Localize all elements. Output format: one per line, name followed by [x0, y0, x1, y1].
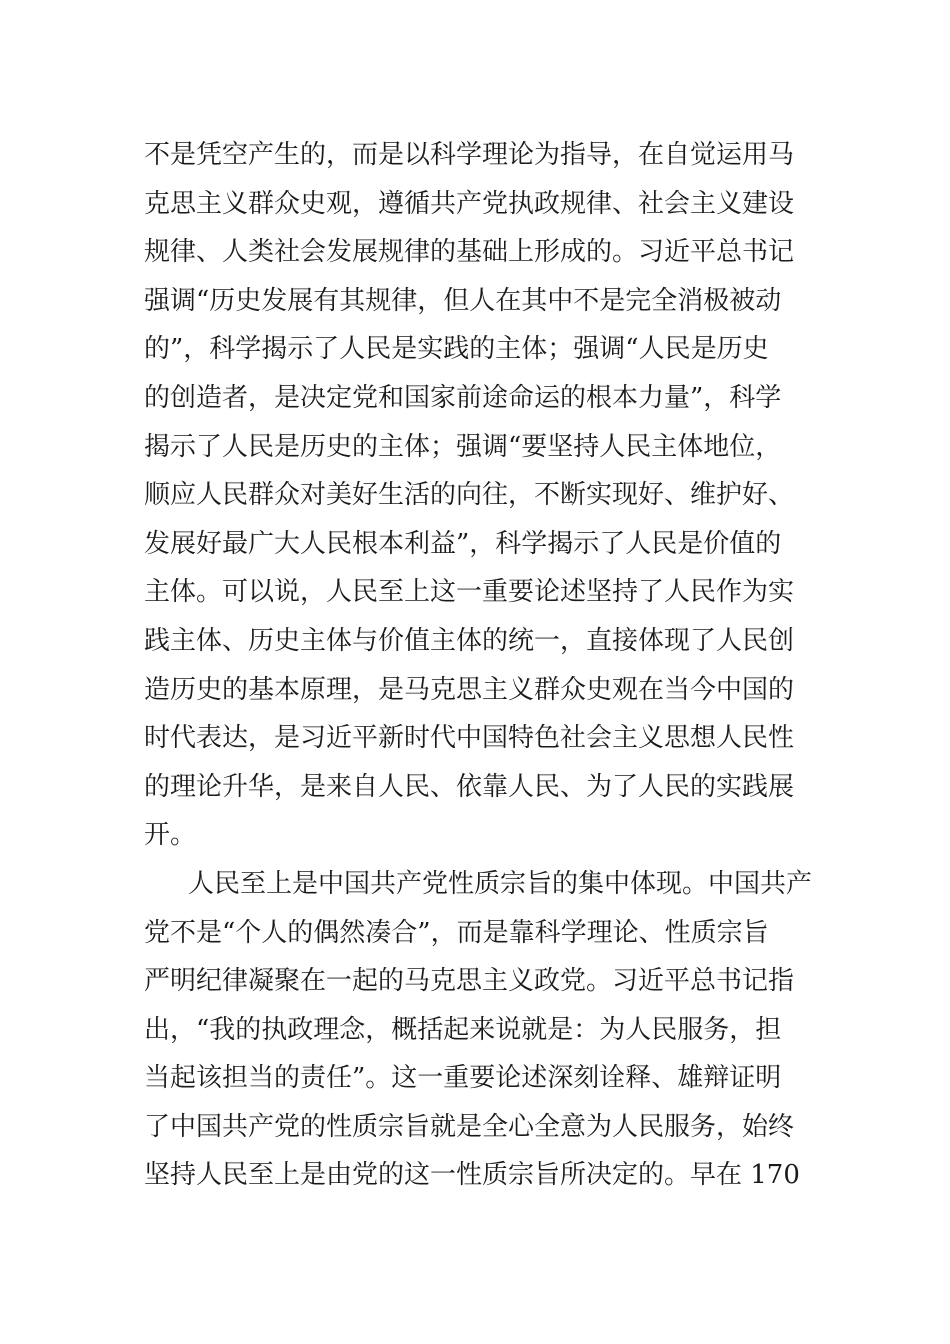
text-line: 出，“我的执政理念，概括起来说就是：为人民服务，担: [144, 1014, 782, 1045]
text-line-indented: 人民至上是中国共产党性质宗旨的集中体现。中国共产: [188, 868, 813, 899]
text-line: 的理论升华，是来自人民、依靠人民、为了人民的实践展: [144, 771, 795, 802]
text-line: 的创造者，是决定党和国家前途命运的根本力量”，科学: [144, 382, 782, 413]
text-line: 主体。可以说，人民至上这一重要论述坚持了人民作为实: [144, 577, 795, 608]
text-line: 强调“历史发展有其规律，但人在其中不是完全消极被动: [144, 285, 782, 316]
text-line: 开。: [144, 820, 197, 851]
text-line: 发展好最广大人民根本利益”，科学揭示了人民是价值的: [144, 528, 782, 559]
text-line: 践主体、历史主体与价值主体的统一，直接体现了人民创: [144, 625, 795, 656]
text-line: 的”，科学揭示了人民是实践的主体；强调“人民是历史: [144, 334, 769, 365]
paragraph-2: [144, 860, 824, 1200]
text-line: 造历史的基本原理，是马克思主义群众史观在当今中国的: [144, 674, 795, 705]
text-line: 规律、人类社会发展规律的基础上形成的。习近平总书记: [144, 237, 795, 268]
text-line: 党不是“个人的偶然凑合”，而是靠科学理论、性质宗旨: [144, 917, 769, 948]
text-line: 当起该担当的责任”。这一重要论述深刻诠释、雄辩证明: [144, 1063, 782, 1094]
paragraph-1: [144, 131, 824, 860]
text-line: 顺应人民群众对美好生活的向往，不断实现好、维护好、: [144, 480, 795, 511]
text-line: 了中国共产党的性质宗旨就是全心全意为人民服务，始终: [144, 1111, 795, 1142]
text-line: 不是凭空产生的，而是以科学理论为指导，在自觉运用马: [144, 140, 795, 170]
text-line: 克思主义群众史观，遵循共产党执政规律、社会主义建设: [144, 188, 795, 219]
document-body: [144, 131, 824, 1200]
text-line: 时代表达，是习近平新时代中国特色社会主义思想人民性: [144, 723, 795, 754]
text-line: 揭示了人民是历史的主体；强调“要坚持人民主体地位，: [144, 431, 782, 462]
text-line: 严明纪律凝聚在一起的马克思主义政党。习近平总书记指: [144, 966, 795, 997]
text-line: 坚持人民至上是由党的这一性质宗旨所决定的。早在 170: [144, 1160, 800, 1191]
